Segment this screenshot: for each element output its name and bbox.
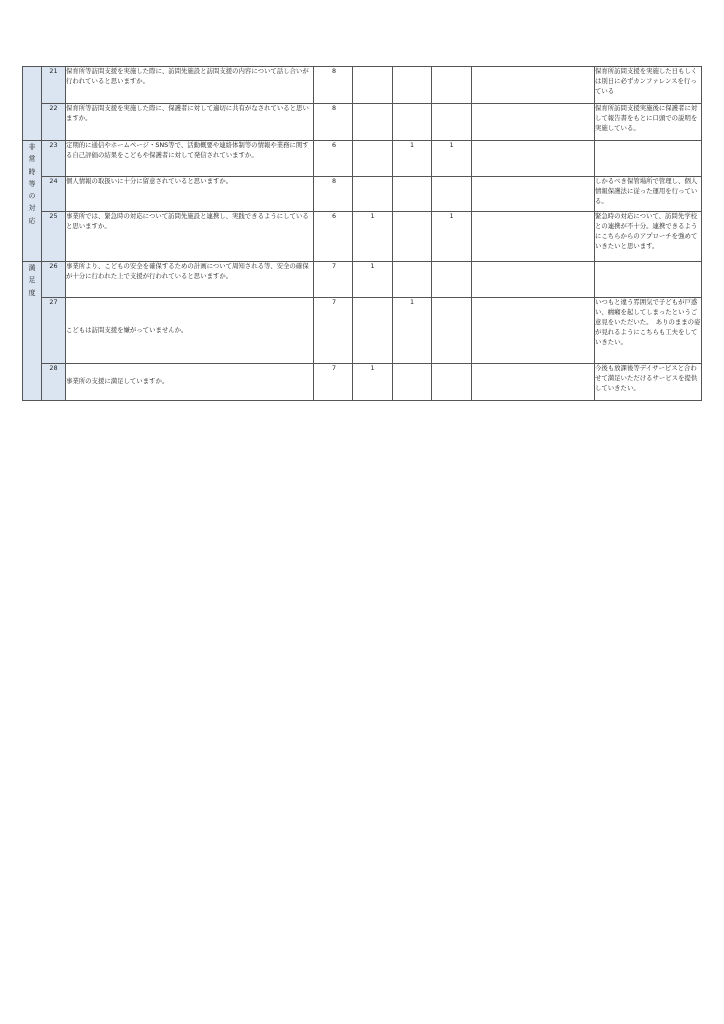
count-cell: [393, 212, 432, 262]
question-number: 23: [42, 141, 66, 177]
count-cell: [393, 67, 432, 104]
question-text: 個人情報の取扱いに十分に留意されていると思いますか。: [66, 177, 314, 212]
count-cell: [353, 298, 393, 364]
question-number: 27: [42, 298, 66, 364]
comment-cell: しかるべき保管場所で管理し、個人情報保護法に従った運用を行っている。: [595, 177, 702, 212]
count-cell: 7: [314, 364, 353, 401]
count-cell: 8: [314, 104, 353, 141]
question-text: 事業所では、緊急時の対応について訪問先施設と連携し、実践できるようにしていると思いますか。: [66, 212, 314, 262]
count-cell: [472, 262, 595, 298]
count-cell: 1: [353, 212, 393, 262]
count-cell: [472, 141, 595, 177]
table-row: [23, 141, 702, 177]
count-cell: [432, 104, 472, 141]
comment-cell: 保育所訪問支援を実施した日もしくは別日に必ずカンファレンスを行っている: [595, 67, 702, 104]
comment-cell: 緊急時の対応について、訪問先学校との連携が不十分。連携できるようにこちらからのアプローチを強めていきたいと思います。: [595, 212, 702, 262]
category-cell: [23, 67, 42, 141]
count-cell: [472, 104, 595, 141]
count-cell: 8: [314, 67, 353, 104]
count-cell: [472, 298, 595, 364]
table-row: [23, 177, 702, 212]
comment-cell: 今後も放課後等デイサービスと合わせて満足いただけるサービスを提供していきたい。: [595, 364, 702, 401]
comment-cell: 保育所訪問支援実施後に保護者に対して報告書をもとに口頭での説明を実施している。: [595, 104, 702, 141]
table-row: [23, 364, 702, 401]
count-cell: 1: [353, 262, 393, 298]
count-cell: 1: [393, 141, 432, 177]
count-cell: 7: [314, 262, 353, 298]
question-text: こどもは訪問支援を嫌がっていませんか。: [66, 298, 314, 364]
question-text: 事業所の支援に満足していますか。: [66, 364, 314, 401]
question-number: 28: [42, 364, 66, 401]
table-row: [23, 298, 702, 364]
count-cell: [432, 298, 472, 364]
count-cell: [353, 67, 393, 104]
count-cell: 7: [314, 298, 353, 364]
count-cell: 1: [432, 141, 472, 177]
count-cell: [472, 67, 595, 104]
table-row: [23, 212, 702, 262]
question-text: 定期的に通信やホームページ・SNS等で、活動概要や連絡体制等の情報や業務に関する自己評価の結果をこどもや保護者に対して発信されていますか。: [66, 141, 314, 177]
category-cell: [23, 141, 42, 262]
count-cell: [472, 364, 595, 401]
question-number: 26: [42, 262, 66, 298]
table-row: [23, 262, 702, 298]
count-cell: [432, 364, 472, 401]
count-cell: [393, 177, 432, 212]
count-cell: [393, 104, 432, 141]
survey-table: [22, 66, 702, 401]
count-cell: [472, 177, 595, 212]
category-label: 満足度: [28, 264, 36, 297]
comment-cell: いつもと違う雰囲気で子どもが戸惑い、癇癪を起してしまったというご意見をいただいた。 ありのままの姿が見れるようにこちらも工夫をしていきたい。: [595, 298, 702, 364]
count-cell: [353, 177, 393, 212]
count-cell: [472, 212, 595, 262]
count-cell: [432, 177, 472, 212]
category-label: 非常時等の対応: [28, 143, 36, 225]
comment-cell: [595, 262, 702, 298]
question-text: 事業所より、こどもの安全を確保するための計画について周知される等、安全の確保が十分に行われた上で支援が行われていると思いますか。: [66, 262, 314, 298]
count-cell: [393, 262, 432, 298]
count-cell: 6: [314, 212, 353, 262]
count-cell: 8: [314, 177, 353, 212]
question-number: 22: [42, 104, 66, 141]
count-cell: 1: [432, 212, 472, 262]
table-row: [23, 67, 702, 104]
category-cell: [23, 262, 42, 401]
count-cell: [432, 67, 472, 104]
question-text: 保育所等訪問支援を実施した際に、保護者に対して適切に共有がなされていると思いますか。: [66, 104, 314, 141]
count-cell: [432, 262, 472, 298]
count-cell: [353, 141, 393, 177]
count-cell: 1: [353, 364, 393, 401]
count-cell: 1: [393, 298, 432, 364]
count-cell: [353, 104, 393, 141]
question-number: 25: [42, 212, 66, 262]
count-cell: [393, 364, 432, 401]
table-row: [23, 104, 702, 141]
question-number: 24: [42, 177, 66, 212]
question-text: 保育所等訪問支援を実施した際に、訪問先施設と訪問支援の内容について話し合いが行われていると思いますか。: [66, 67, 314, 104]
count-cell: 6: [314, 141, 353, 177]
comment-cell: [595, 141, 702, 177]
question-number: 21: [42, 67, 66, 104]
